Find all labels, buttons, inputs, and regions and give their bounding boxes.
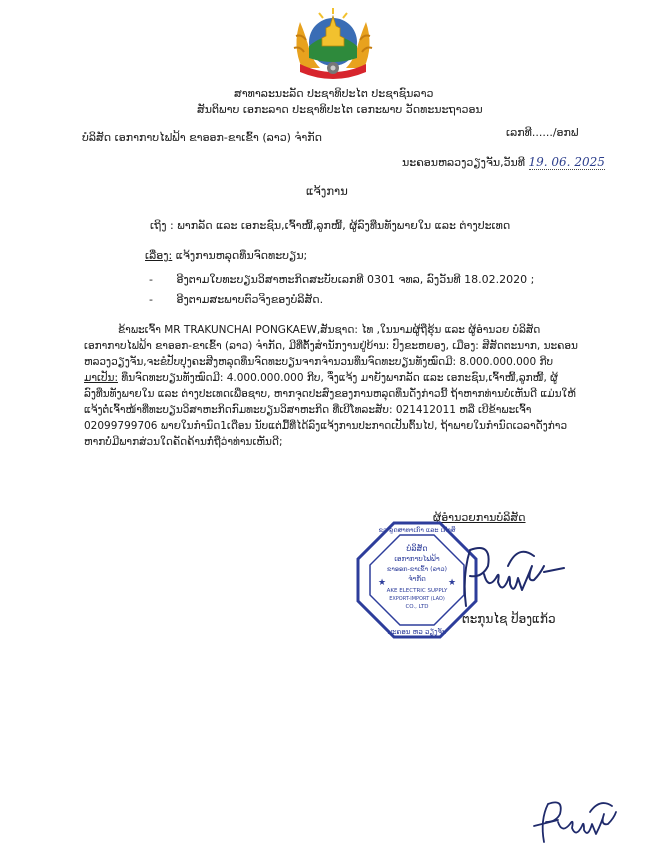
subject-label: ເລື່ອງ: xyxy=(145,249,173,262)
stamp-text: ຂາອອກ-ຂາເຂົ້າ (ລາວ) xyxy=(386,565,448,573)
reference-item xyxy=(149,273,534,287)
body-line: ລົງທືນທັງພາຍໃນ ແລະ ຕ່າງປະເທດເພື່ອຊາບ, ຫາກຈຸດປະສົງຂອງການຫລຸດທຶນດັ່ງກ່າວນີ້ ຖ້າຫາກທ່ານບໍ່ເຫັນດີ ແມ່ນໃຫ້ xyxy=(84,388,576,400)
body-paragraph xyxy=(84,322,584,450)
star-icon: ★ xyxy=(377,578,387,588)
body-line-text: ທຶນຈົດທະບຽນທັງໝົດມີ: 4.000.000.000 ກີບ, ຈຶ່ງແຈ້ງ ມາຍັງພາກລັດ ແລະ ເອກະຊົນ,ເຈົ້າໜີ້,ລູກໜີ້, ຜູ້ xyxy=(117,372,558,384)
body-line xyxy=(84,370,584,386)
recipient-line xyxy=(150,219,510,233)
signer-name: ຕະກຸນໄຊ ປ້ອງແກ້ວ xyxy=(462,612,556,626)
reference-text: ອີງຕາມໃບທະບຽນວິສາຫະກິດສະບັບເລກທີ 0301 ຈທລ, ລົງວັນທີ 18.02.2020 ; xyxy=(176,273,535,286)
body-line: ແຈ້ງຕໍ່ເຈົ້າໜ້າທີ່ທະບຽນວິສາຫະກິດກົມທະບຽນວິສາຫະກິດ ທີ່ເບີໂທລະສັບ: 021412011 ຫລື ເບີຂ້າພະເຈົ້າ xyxy=(84,404,532,416)
stamp-text: ບໍລິສັດ xyxy=(406,544,428,553)
body-line: ເອກາກາບໄຟຟ້າ ຂາອອກ-ຂາເຂົ້າ (ລາວ) ຈຳກັດ, ມີທີ່ຕັ້ງສຳນັກງານຢູ່ບ້ານ: ປົງຂະຫຍອງ, ເມືອງ: ສີສັດຕະນາກ, ນະຄອນ xyxy=(84,340,578,352)
document-number-dots: ...... xyxy=(531,126,553,139)
body-line: 02099799706 ພາຍໃນກຳນົດ1ເດືອນ ນັບແຕ່ມື້ທີ່ໄດ້ລົງແຈ້ງການປະກາດເປັນຕົ້ນໄປ, ຖ້າພາຍໃນກຳນົດເວລາດັ່ງກ່າວ xyxy=(84,420,568,432)
subject-text: ແຈ້ງການຫລຸດທຶນຈົດທະບຽນ; xyxy=(175,249,308,262)
place-date xyxy=(402,155,605,170)
country-line: ສາທາລະນະລັດ ປະຊາທິປະໄຕ ປະຊາຊົນລາວ xyxy=(234,87,434,100)
bullet-dash: - xyxy=(149,273,153,286)
company-line: ບໍລິສັດ ເອກາກາບໄຟຟ້າ ຂາອອກ-ຂາເຂົ້າ (ລາວ) ຈຳກັດ xyxy=(82,131,323,144)
doc-title: ແຈ້ງການ xyxy=(306,184,348,198)
document-number-suffix: /ອກຟ xyxy=(552,126,579,139)
stamp-text: ເອກາກາບໄຟຟ້າ xyxy=(394,555,440,563)
handwritten-date: 19. 06. 2025 xyxy=(528,155,605,169)
motto-line: ສັນຕິພາບ ເອກະລາດ ປະຊາທິປະໄຕ ເອກະພາບ ວັດທະນະຖາວອນ xyxy=(197,103,483,116)
stamp-ring-bottom: ນະຄອນ ຫວ ວຽງຈັນ xyxy=(387,628,447,636)
stamp-text: ຈຳກັດ xyxy=(408,575,426,583)
national-emblem xyxy=(290,6,376,80)
body-line-label: ມາເປັນ: xyxy=(84,372,118,384)
document-number-label: ເລກທີ xyxy=(506,126,532,139)
stamp-text: AKE ELECTRIC SUPPLY xyxy=(386,588,448,594)
stamp-ring-top: ຂວ ລູດສາທາເກົາ ແລະ ເກົ່າສິ xyxy=(378,526,456,534)
stamp-text: CO., LTD xyxy=(405,604,429,610)
subject-line xyxy=(145,249,307,263)
reference-text: ອີງຕາມສະພາບຕົວຈິງຂອງບໍລິສັດ. xyxy=(176,293,324,306)
recipient-text: ພາກລັດ ແລະ ເອກະຊົນ,ເຈົ້າໜີ້,ລູກໜີ້, ຜູ້ລົງທືນທັງພາຍໃນ ແລະ ຕ່າງປະເທດ xyxy=(177,219,511,232)
signer-role: ຜູ້ອຳນວຍການບໍລິສັດ xyxy=(433,511,526,524)
handwritten-signature xyxy=(448,536,568,616)
reference-item xyxy=(149,293,323,307)
recipient-label: ເຖິງ : xyxy=(150,219,174,232)
footer-initial-signature xyxy=(530,796,626,844)
body-line: ຫລວງວຽງຈັນ,ຈະຂໍປັບປຸງຄະສີງຫລຸດທຶນຈົດທະບຽນຈາກຈຳນວນທຶນຈົດທະບຽນທັງໝົດມີ: 8.000.000.000 ກີບ xyxy=(84,356,554,368)
stamp-text: EXPORT-IMPORT (LAO) xyxy=(389,596,445,602)
place-date-prefix: ນະຄອນຫລວງວຽງຈັນ,ວັນທີ xyxy=(402,156,526,169)
document-number xyxy=(506,126,578,140)
body-line: ຫາກບໍ່ມີພາກສ່ວນໃດຄັດຄ້ານກໍ່ຖືວ່າທ່ານເຫັນດີ; xyxy=(84,436,283,448)
body-line: ຂ້າພະເຈົ້າ MR TRAKUNCHAI PONGKAEW,ສັນຊາດ: ໄທ ,ໃນນາມຜູ້ຖືຮຸ້ນ ແລະ ຜູ້ອຳນວຍ ບໍລິສັດ xyxy=(118,324,541,336)
bullet-dash: - xyxy=(149,293,153,306)
star-icon: ★ xyxy=(447,578,457,588)
